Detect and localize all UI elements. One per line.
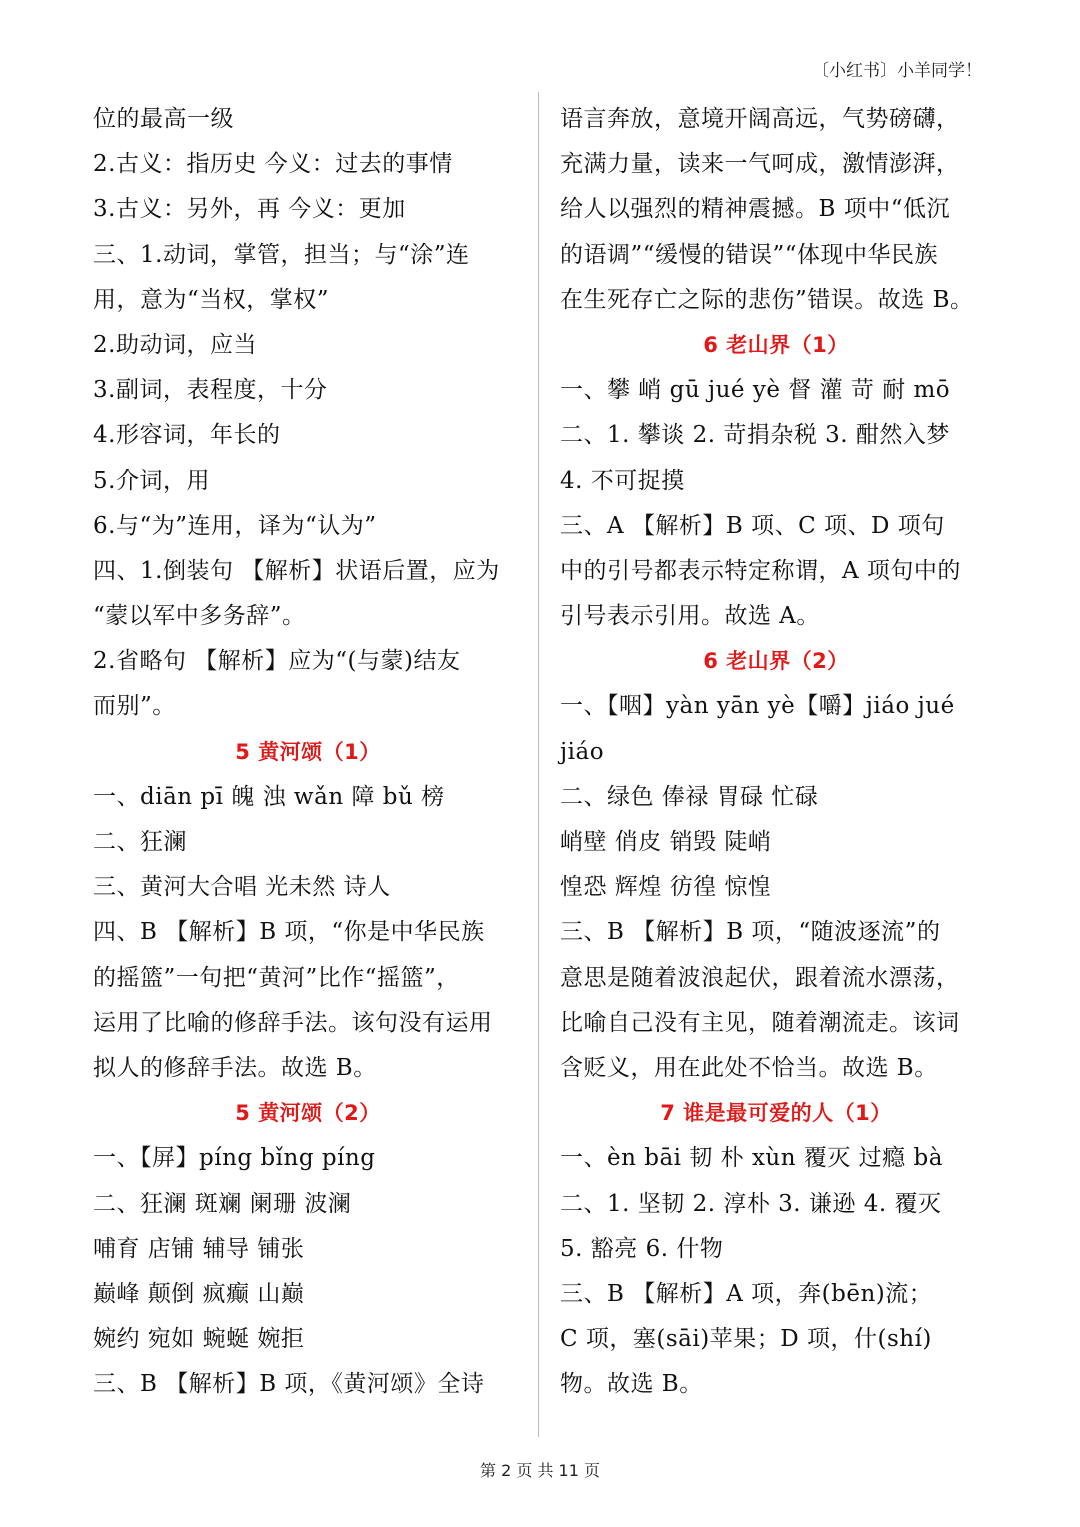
text-line: 2.省略句 【解析】应为“(与蒙)结友 xyxy=(93,648,461,675)
text-line: 一、èn bāi 韧 朴 xùn 覆灭 过瘾 bà xyxy=(560,1145,943,1172)
page-number-footer: 第 2 页 共 11 页 xyxy=(480,1461,600,1480)
text-line: 峭壁 俏皮 销毁 陡峭 xyxy=(560,829,772,855)
text-line: 一、【咽】yàn yān yè【嚼】jiáo jué xyxy=(560,693,955,720)
text-line: 5.介词，用 xyxy=(93,467,210,494)
text-line: 哺育 店铺 辅导 铺张 xyxy=(93,1235,305,1262)
text-line: 的摇篮”一句把“黄河”比作“摇篮”， xyxy=(93,964,460,991)
right-column xyxy=(560,97,992,1407)
left-column xyxy=(93,97,523,1407)
text-line: 二、绿色 俸禄 胃碌 忙碌 xyxy=(560,783,819,810)
text-line: 二、狂澜 xyxy=(93,829,187,855)
column-divider xyxy=(538,92,539,1437)
text-line: jiáo xyxy=(560,738,605,765)
text-line: 三、B 【解析】B 项，“随波逐流”的 xyxy=(560,919,941,946)
text-line: 的语调”“缓慢的错误”“体现中华民族 xyxy=(560,241,939,268)
text-line: 充满力量，读来一气呵成，激情澎湃， xyxy=(560,151,960,178)
text-line: 3.副词，表程度，十分 xyxy=(93,377,328,404)
section-heading: 5 黄河颂（2） xyxy=(235,1101,381,1126)
text-line: 三、黄河大合唱 光未然 诗人 xyxy=(93,874,391,901)
text-line: 用，意为“当权，掌权” xyxy=(93,286,330,313)
text-line: 引号表示引用。故选 A。 xyxy=(560,603,820,630)
text-line: 位的最高一级 xyxy=(93,106,234,132)
text-line: 意思是随着波浪起伏，跟着流水漂荡， xyxy=(560,964,960,991)
text-line: 一、攀 峭 gū jué yè 督 灌 苛 耐 mō xyxy=(560,377,951,404)
text-line: 而别”。 xyxy=(93,693,176,720)
text-line: 惶恐 辉煌 彷徨 惊惶 xyxy=(560,874,772,901)
text-line: 给人以强烈的精神震撼。B 项中“低沉 xyxy=(560,196,950,223)
text-line: 2.古义：指历史 今义：过去的事情 xyxy=(93,151,453,178)
text-line: 巅峰 颠倒 疯癫 山巅 xyxy=(93,1280,305,1307)
text-line: 三、B 【解析】B 项，《黄河颂》全诗 xyxy=(93,1371,485,1398)
text-line: 四、B 【解析】B 项，“你是中华民族 xyxy=(93,919,485,946)
page-header-source: 〔小红书〕小羊同学！ xyxy=(812,61,982,81)
text-line: 2.助动词，应当 xyxy=(93,331,257,358)
text-line: 三、A 【解析】B 项、C 项、D 项句 xyxy=(560,512,945,539)
text-line: 4. 不可捉摸 xyxy=(560,467,685,494)
text-line: 三、B 【解析】A 项，奔(bēn)流； xyxy=(560,1280,933,1307)
text-line: 三、1.动词，掌管，担当；与“涂”连 xyxy=(93,241,470,268)
text-line: 6.与“为”连用，译为“认为” xyxy=(93,512,377,539)
text-line: 一、diān pī 魄 浊 wǎn 障 bǔ 榜 xyxy=(93,783,445,810)
section-heading: 7 谁是最可爱的人（1） xyxy=(660,1101,892,1126)
text-line: 婉约 宛如 蜿蜒 婉拒 xyxy=(93,1326,305,1353)
text-line: 比喻自己没有主见，随着潮流走。该词 xyxy=(560,1009,960,1036)
text-line: 3.古义：另外，再 今义：更加 xyxy=(93,196,406,223)
text-line: 拟人的修辞手法。故选 B。 xyxy=(93,1054,377,1081)
text-line: 物。故选 B。 xyxy=(560,1371,703,1398)
text-line: 二、1. 坚韧 2. 淳朴 3. 谦逊 4. 覆灭 xyxy=(560,1190,942,1217)
text-line: 含贬义，用在此处不恰当。故选 B。 xyxy=(560,1054,938,1081)
text-line: 中的引号都表示特定称谓，A 项句中的 xyxy=(560,557,961,584)
text-line: 运用了比喻的修辞手法。该句没有运用 xyxy=(93,1009,493,1036)
text-line: 4.形容词，年长的 xyxy=(93,422,281,449)
section-heading: 6 老山界（1） xyxy=(703,332,849,357)
text-line: “蒙以军中多务辞”。 xyxy=(93,603,306,630)
text-line: 一、【屏】píng bǐng píng xyxy=(93,1145,376,1172)
text-line: 二、狂澜 斑斓 阑珊 波澜 xyxy=(93,1190,352,1217)
text-line: 在生死存亡之际的悲伤”错误。故选 B。 xyxy=(560,286,974,313)
text-line: 语言奔放，意境开阔高远，气势磅礴， xyxy=(560,106,960,132)
section-heading: 6 老山界（2） xyxy=(703,649,849,674)
section-heading: 5 黄河颂（1） xyxy=(235,739,381,764)
text-line: C 项，塞(sāi)苹果；D 项，什(shí) xyxy=(560,1326,932,1353)
text-line: 5. 豁亮 6. 什物 xyxy=(560,1235,724,1262)
text-line: 四、1.倒装句 【解析】状语后置，应为 xyxy=(93,557,500,584)
text-line: 二、1. 攀谈 2. 苛捐杂税 3. 酣然入梦 xyxy=(560,422,950,449)
